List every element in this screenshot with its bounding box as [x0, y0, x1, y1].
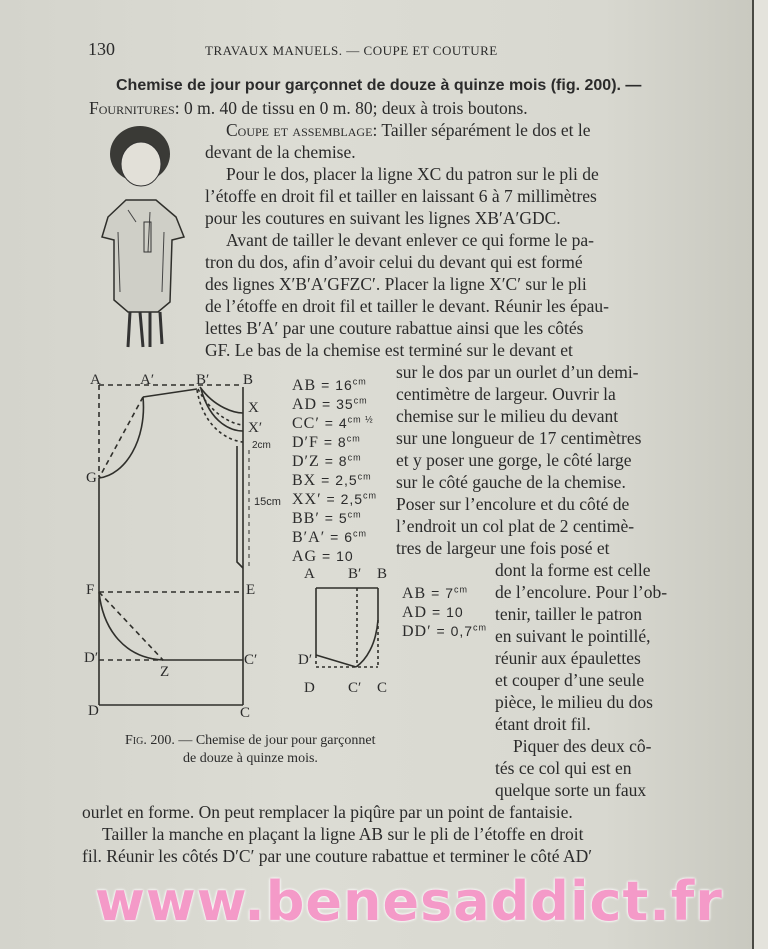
text-line: pièce, le milieu du dos — [495, 692, 653, 712]
text-line: Piquer des deux cô- — [513, 736, 652, 756]
measurement-row: $XX' = 2,5^{cm}$ — [292, 490, 378, 508]
measurement-row: AD = 10 — [402, 604, 464, 621]
fournitures-label: Fournitures — [89, 98, 175, 118]
sleeve-measurements — [402, 584, 492, 641]
measurement-value: 5 — [338, 510, 348, 526]
label-d-prime: D′ — [84, 650, 99, 666]
text-line: lettes B′A′ par une couture rabattue ainsi que les côtés — [205, 318, 584, 338]
coupe-label: Coupe et assemblage — [226, 120, 373, 140]
sleeve-label-c: C — [377, 680, 388, 696]
measurement-value: 4 — [338, 415, 348, 431]
measurement-value: 2,5 — [335, 472, 358, 488]
text-line: quelque sorte un faux — [495, 780, 647, 800]
measurement-row: AD = $35^{cm}$ — [292, 395, 368, 413]
page-number: 130 — [88, 39, 115, 59]
measurement-unit: cm — [363, 490, 378, 501]
measurement-value: 10 — [336, 548, 354, 564]
text-line: devant de la chemise. — [205, 142, 356, 162]
figure-caption-label: Fig. 200. — [125, 733, 175, 748]
measurement-segment: AG — [292, 548, 318, 565]
text-line: chemise sur le milieu du devant — [396, 406, 619, 426]
sleeve-bottom-slant — [316, 655, 356, 667]
measurement-row: AG = 10 — [292, 548, 354, 565]
measurement-row: AB = $7^{cm}$ — [402, 584, 468, 602]
dim-2cm: 2cm — [252, 440, 271, 451]
fournitures-line — [89, 97, 528, 119]
measurement-row: $DD' = 0,7^{cm}$ — [402, 622, 488, 640]
face — [121, 142, 161, 186]
text-line: dont la forme est celle — [495, 560, 651, 580]
shirt — [102, 200, 184, 312]
measurement-value: 6 — [344, 529, 353, 545]
measurement-segment: BB′ — [292, 510, 320, 527]
neck-dashed-1 — [198, 389, 243, 425]
label-c-prime: C′ — [244, 652, 258, 668]
label-a: A — [90, 372, 101, 388]
measurement-segment: XX′ — [292, 491, 322, 508]
text-line: l’étoffe en droit fil et tailler en laissant 6 à 7 millimètres — [205, 186, 597, 206]
measurement-value: 35 — [336, 396, 354, 412]
text-line — [226, 119, 591, 141]
measurement-segment: D′F — [292, 434, 319, 451]
text-line: sur une longueur de 17 centimètres — [396, 428, 642, 448]
watermark: www.benesaddict.fr — [95, 870, 723, 933]
measurement-value: 7 — [445, 585, 454, 601]
shoulder-line — [143, 389, 197, 397]
text-span: : Tailler séparément le dos et le — [372, 120, 591, 140]
measurement-value: 8 — [337, 434, 347, 450]
label-e: E — [246, 582, 256, 598]
label-x-prime: X′ — [248, 420, 263, 436]
text-line: réunir aux épaulettes — [495, 648, 641, 668]
label-c: C — [240, 705, 251, 721]
measurement-row: $D'F = 8^{cm}$ — [292, 433, 361, 451]
text-line: Poser sur l’encolure et du côté de — [396, 494, 630, 514]
fournitures-text: : 0 m. 40 de tissu en 0 m. 80; deux à trois boutons. — [174, 98, 528, 118]
text-line: et couper d’une seule — [495, 670, 645, 690]
text-line: en suivant le pointillé, — [495, 626, 651, 646]
measurement-segment: CC′ — [292, 415, 320, 432]
label-d: D — [88, 703, 99, 719]
caption-text: — Chemise de jour pour garçonnet — [174, 733, 376, 748]
sleeve-label-d-prime: D′ — [298, 652, 313, 668]
text-line: sur le côté gauche de la chemise. — [396, 472, 626, 492]
measurement-unit: cm — [352, 376, 367, 387]
measurement-segment: AD — [402, 604, 428, 621]
label-f: F — [86, 582, 95, 598]
measurement-unit: cm — [347, 452, 362, 463]
armhole-dashed — [99, 397, 143, 478]
measurement-value: 16 — [335, 377, 353, 393]
section-title: Chemise de jour pour garçonnet de douze à quinze mois (fig. 200). — — [116, 77, 642, 94]
text-line: tres de largeur une fois posé et — [396, 538, 610, 558]
label-z: Z — [160, 664, 170, 680]
text-line: centimètre de largeur. Ouvrir la — [396, 384, 616, 404]
measurement-value: 10 — [446, 604, 464, 620]
sleeve-label-c-prime: C′ — [348, 680, 362, 696]
measurement-row: BX = $2,5^{cm}$ — [292, 471, 372, 489]
measurement-row: $D'Z = 8^{cm}$ — [292, 452, 362, 470]
text-line: étant droit fil. — [495, 714, 591, 734]
measurement-value: 8 — [338, 453, 348, 469]
sleeve-curve — [356, 588, 378, 667]
text-line: Pour le dos, placer la ligne XC du patron sur le pli de — [226, 164, 599, 184]
measurement-segment: AB — [402, 585, 427, 602]
sleeve-pattern-diagram — [300, 580, 390, 680]
text-line: fil. Réunir les côtés D′C′ par une couture rabattue et terminer le côté AD′ — [82, 846, 593, 866]
measurement-unit: cm — [353, 528, 367, 539]
sleeve-label-d: D — [304, 680, 315, 696]
neck-curve-x — [200, 387, 243, 413]
text-line: ourlet en forme. On peut remplacer la piqûre par un point de fantaisie. — [82, 802, 573, 822]
measurement-row: $B'A' = 6^{cm}$ — [292, 528, 367, 546]
measurement-unit: cm — [347, 509, 362, 520]
measurement-unit: cm ½ — [347, 414, 374, 425]
text-line: tenir, tailler le patron — [495, 604, 643, 624]
main-measurements — [292, 376, 388, 566]
measurement-row: $CC' = 4^{cm \frac{1}{2}}$ — [292, 414, 374, 432]
text-line: l’endroit un col plat de 2 centimè- — [396, 516, 635, 536]
measurement-value: 0,7 — [450, 623, 474, 639]
figure-caption-line2: de douze à quinze mois. — [183, 751, 318, 766]
text-line: GF. Le bas de la chemise est terminé sur le devant et — [205, 340, 573, 360]
label-b-prime: B′ — [196, 372, 210, 388]
dim-15cm: 15cm — [254, 496, 281, 508]
legs — [128, 312, 162, 347]
label-a-prime: A′ — [140, 372, 155, 388]
text-line: des lignes X′B′A′GFZC′. Placer la ligne X′C′ sur le pli — [205, 274, 587, 294]
measurement-value: 2,5 — [340, 491, 364, 507]
measurement-segment: AB — [292, 377, 317, 394]
text-line: Tailler la manche en plaçant la ligne AB sur le pli de l’étoffe en droit — [102, 824, 584, 844]
label-g: G — [86, 470, 97, 486]
text-line: et y poser une gorge, le côté large — [396, 450, 632, 470]
measurement-segment: BX — [292, 472, 317, 489]
figure-caption-line1 — [125, 732, 375, 749]
label-x: X — [248, 400, 259, 416]
sleeve-label-a: A — [304, 566, 315, 582]
text-line: tés ce col qui est en — [495, 758, 632, 778]
text-line: Avant de tailler le devant enlever ce qui forme le pa- — [226, 230, 594, 250]
text-line: de l’étoffe en droit fil et tailler le devant. Réunir les épau- — [205, 296, 609, 316]
sleeve-label-b-prime: B′ — [348, 566, 362, 582]
running-title: TRAVAUX MANUELS. — COUPE ET COUTURE — [205, 43, 498, 58]
measurement-row: AB = $16^{cm}$ — [292, 376, 367, 394]
measurement-unit: cm — [357, 471, 372, 482]
measurement-unit: cm — [346, 433, 361, 444]
measurement-unit: cm — [473, 622, 488, 633]
page-edge — [752, 0, 768, 949]
label-b: B — [243, 372, 254, 388]
text-line: pour les coutures en suivant les lignes XB′A′GDC. — [205, 208, 561, 228]
text-line: de l’encolure. Pour l’ob- — [495, 582, 668, 602]
measurement-segment: D′Z — [292, 453, 320, 470]
measurement-unit: cm — [353, 395, 368, 406]
sleeve-label-b: B — [377, 566, 388, 582]
child-illustration — [88, 122, 198, 352]
measurement-row: $BB' = 5^{cm}$ — [292, 509, 362, 527]
text-line: sur le dos par un ourlet d’un demi- — [396, 362, 639, 382]
measurement-segment: B′A′ — [292, 529, 326, 546]
text-line: tron du dos, afin d’avoir celui du devant qui est formé — [205, 252, 583, 272]
measurement-segment: AD — [292, 396, 318, 413]
measurement-unit: cm — [454, 584, 468, 595]
measurement-segment: DD′ — [402, 623, 432, 640]
placket — [237, 446, 243, 568]
